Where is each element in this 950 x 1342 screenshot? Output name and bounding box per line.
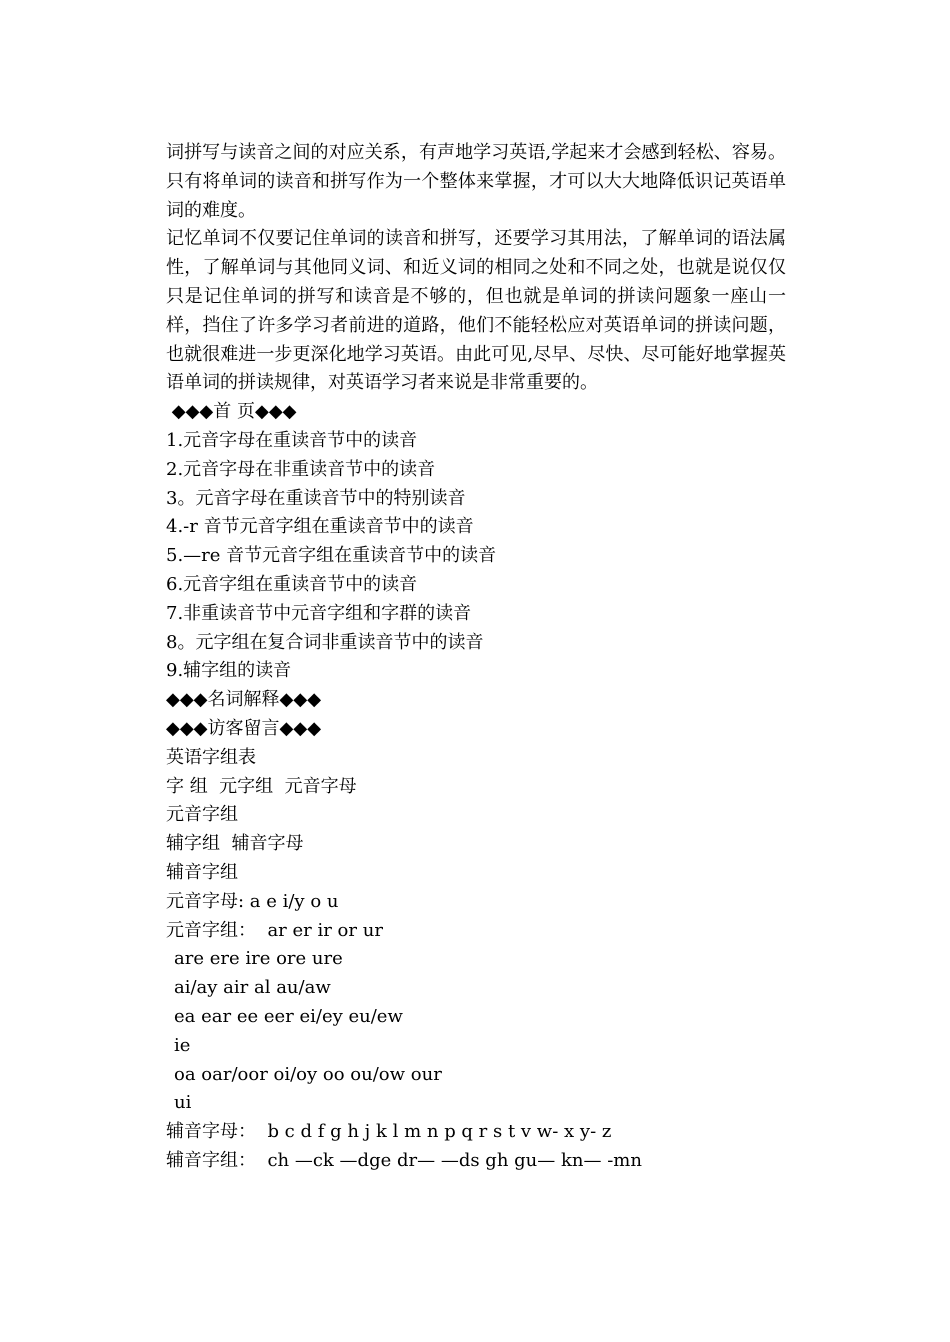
home-heading: ◆◆◆首 页◆◆◆	[166, 401, 297, 423]
menu-item-9: 9.辅字组的读音	[166, 660, 292, 682]
consonant-letters: 辅音字母： b c d f g h j k l m n p q r s t v w- x y- z	[166, 1121, 612, 1143]
vowel-group-line-2: ai/ay air al au/aw	[174, 977, 331, 999]
menu-item-4: 4.-r 音节元音字组在重读音节中的读音	[166, 516, 474, 538]
glossary-heading: ◆◆◆名词解释◆◆◆	[166, 689, 322, 711]
vowel-letters: 元音字母: a e i/y o u	[166, 890, 339, 912]
vowel-group-line-3: ea ear ee eer ei/ey eu/ew	[174, 1005, 403, 1027]
menu-item-5: 5.—re 音节元音字组在重读音节中的读音	[166, 545, 497, 567]
intro-paragraph-1: 词拼写与读音之间的对应关系，有声地学习英语,学起来才会感到轻松、容易。只有将单词的读音和拼写作为一个整体来掌握，才可以大大地降低识记英语单词的难度。	[166, 142, 786, 221]
table-line-2: 元音字组	[166, 804, 238, 826]
vowel-group-line-6: ui	[174, 1092, 192, 1114]
menu-item-7: 7.非重读音节中元音字组和字群的读音	[166, 602, 472, 624]
table-line-3: 辅字组 辅音字母	[166, 833, 304, 855]
menu-item-3: 3。元音字母在重读音节中的特别读音	[166, 487, 466, 509]
table-line-4: 辅音字组	[166, 861, 238, 883]
vowel-group-line-5: oa oar/oor oi/oy oo ou/ow our	[174, 1063, 442, 1085]
menu-item-1: 1.元音字母在重读音节中的读音	[166, 429, 418, 451]
table-title: 英语字组表	[166, 746, 256, 768]
menu-item-6: 6.元音字组在重读音节中的读音	[166, 573, 418, 595]
vowel-group-line-1: are ere ire ore ure	[174, 948, 343, 970]
menu-item-8: 8。元字组在复合词非重读音节中的读音	[166, 631, 484, 653]
intro-paragraph-2: 记忆单词不仅要记住单词的读音和拼写，还要学习其用法，了解单词的语法属性，了解单词与其他同义词、和近义词的相同之处和不同之处，也就是说仅仅只是记住单词的拼写和读音是不够的，但也就是单词的拼读问题象一座山一样，挡住了许多学习者前进的道路，他们不能轻松应对英语单词的拼读问题，也就很难进一步更深化地学习英语。由此可见,尽早、尽快、尽可能好地掌握英语单词的拼读规律，对英语学习者来说是非常重要的。	[166, 228, 786, 394]
document-body	[166, 139, 786, 1176]
guestbook-heading: ◆◆◆访客留言◆◆◆	[166, 717, 322, 739]
vowel-group-line-4: ie	[174, 1034, 191, 1056]
menu-item-2: 2.元音字母在非重读音节中的读音	[166, 458, 436, 480]
consonant-groups: 辅音字组： ch —ck —dge dr— —ds gh gu— kn— -mn	[166, 1149, 642, 1171]
vowel-groups-label: 元音字组： ar er ir or ur	[166, 919, 383, 941]
table-line-1: 字 组 元字组 元音字母	[166, 775, 357, 797]
